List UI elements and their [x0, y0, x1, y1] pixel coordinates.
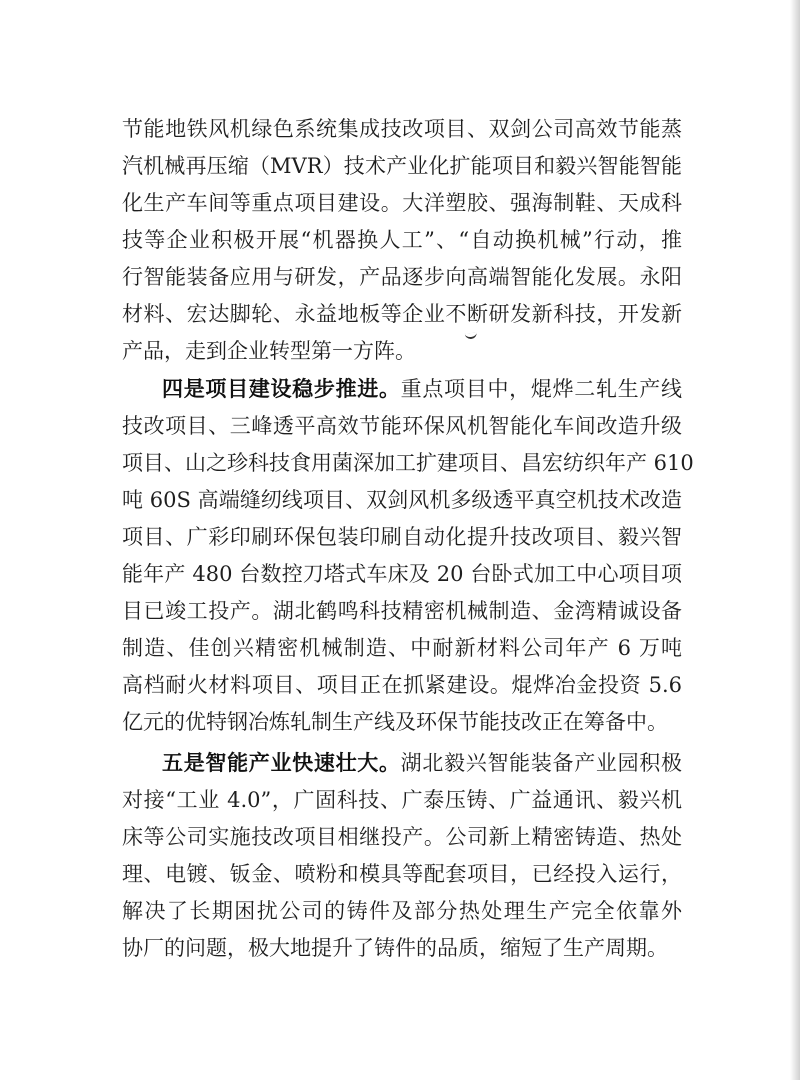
paragraph-line: 制造、佳创兴精密机械制造、中耐新材料公司年产 6 万吨: [122, 636, 682, 660]
paragraph-line: 亿元的优特钢冶炼轧制生产线及环保节能技改正在筹备中。: [122, 710, 668, 734]
paragraph-line: 解决了长期困扰公司的铸件及部分热处理生产完全依靠外: [122, 899, 682, 923]
paragraph-line: 产品，走到企业转型第一方阵。: [122, 339, 416, 363]
section-4-first-line: [162, 376, 682, 402]
paragraph-line: 吨 60S 高端缝纫线项目、双剑风机多级透平真空机技术改造: [122, 488, 682, 512]
paragraph-line: 化生产车间等重点项目建设。大洋塑胶、强海制鞋、天成科: [122, 191, 682, 215]
page-edge-shadow: [790, 0, 800, 1080]
paragraph-line: 汽机械再压缩（MVR）技术产业化扩能项目和毅兴智能智能: [122, 154, 682, 178]
section-5-heading: 五是智能产业快速壮大。: [162, 751, 401, 775]
paragraph-line: 节能地铁风机绿色系统集成技改项目、双剑公司高效节能蒸: [122, 117, 682, 141]
section-4-heading: 四是项目建设稳步推进。: [162, 377, 401, 401]
paragraph-line: 协厂的问题，极大地提升了铸件的品质，缩短了生产周期。: [122, 936, 668, 960]
paragraph-line: 行智能装备应用与研发，产品逐步向高端智能化发展。永阳: [122, 265, 682, 289]
paragraph-line: 项目、广彩印刷环保包装印刷自动化提升技改项目、毅兴智: [122, 525, 682, 549]
section-5-first-line: [162, 750, 682, 776]
section-4-first-text: 重点项目中，焜烨二轧生产线: [400, 377, 683, 401]
paragraph-line: 理、电镀、钣金、喷粉和模具等配套项目，已经投入运行，: [122, 862, 682, 886]
paragraph-line: 项目、山之珍科技食用菌深加工扩建项目、昌宏纺织年产 610: [122, 451, 694, 475]
paragraph-line: 目已竣工投产。湖北鹤鸣科技精密机械制造、金湾精诚设备: [122, 599, 682, 623]
paragraph-line: 材料、宏达脚轮、永益地板等企业不断研发新科技，开发新: [122, 302, 682, 326]
paragraph-line: 技等企业积极开展“机器换人工”、“自动换机械”行动，推: [122, 228, 682, 252]
section-5-first-text: 湖北毅兴智能装备产业园积极: [400, 751, 683, 775]
paragraph-line: 能年产 480 台数控刀塔式车床及 20 台卧式加工中心项目项: [122, 562, 682, 586]
paragraph-line: 床等公司实施技改项目相继投产。公司新上精密铸造、热处: [122, 825, 682, 849]
paragraph-line: 技改项目、三峰透平高效节能环保风机智能化车间改造升级: [122, 414, 682, 438]
paragraph-line: 对接“工业 4.0”，广固科技、广泰压铸、广益通讯、毅兴机: [122, 788, 682, 812]
paragraph-line: 高档耐火材料项目、项目正在抓紧建设。焜烨冶金投资 5.6: [122, 673, 682, 697]
